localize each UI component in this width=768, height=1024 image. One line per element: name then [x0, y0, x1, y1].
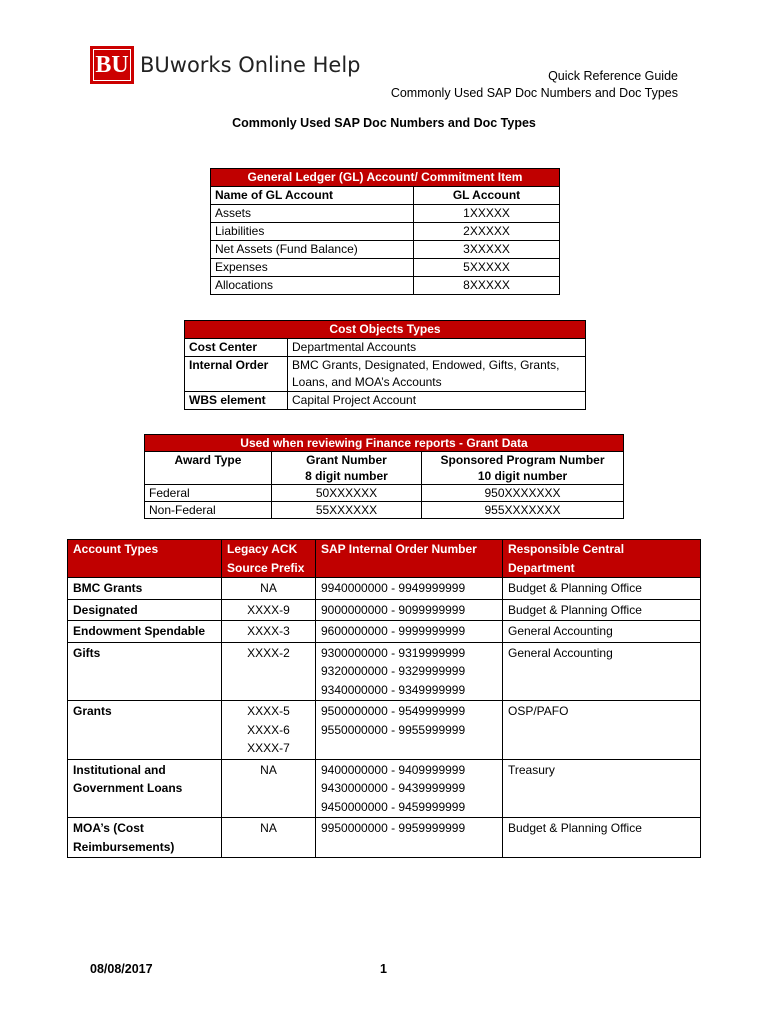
doc-title: Commonly Used SAP Doc Numbers and Doc Types	[232, 116, 536, 130]
responsible-department: Treasury	[503, 759, 701, 818]
gl-account-number: 3XXXXX	[414, 241, 560, 259]
internal-order-range-line: 9320000000 - 9329999999	[321, 664, 466, 678]
table-row	[211, 223, 560, 241]
internal-order-range	[316, 578, 503, 600]
internal-order-range	[316, 621, 503, 643]
account-types-header-c4	[503, 540, 701, 578]
account-types-table	[67, 539, 701, 858]
internal-order-range	[316, 759, 503, 818]
internal-order-range-line: 9600000000 - 9999999999	[321, 624, 466, 638]
cost-object-description-line: BMC Grants, Designated, Endowed, Gifts, Grants,	[292, 358, 560, 372]
account-type	[68, 701, 222, 760]
legacy-prefix-line: XXXX-6	[247, 722, 290, 737]
header-guide	[391, 68, 678, 102]
legacy-prefix-line: NA	[260, 762, 277, 777]
table-row	[145, 502, 624, 519]
cost-object-description	[288, 392, 586, 410]
table-row	[145, 485, 624, 502]
sponsored-number-header-line2: 10 digit number	[477, 469, 568, 483]
responsible-department: OSP/PAFO	[503, 701, 701, 760]
account-type	[68, 818, 222, 858]
account-type-line: Designated	[73, 602, 138, 617]
responsible-department: General Accounting	[503, 642, 701, 701]
internal-order-range-line: 9300000000 - 9319999999	[321, 645, 466, 660]
account-type	[68, 642, 222, 701]
gl-col-name-header: Name of GL Account	[211, 187, 414, 205]
legacy-prefix-line: XXXX-3	[247, 624, 290, 638]
sponsored-number-header-line1: Sponsored Program Number	[440, 453, 605, 467]
sponsored-number-header	[422, 452, 624, 485]
grant-data-body	[145, 485, 624, 519]
grant-number-header-line2: 8 digit number	[305, 469, 388, 483]
bu-logo-mark: BU	[90, 46, 134, 84]
grant-number-header	[272, 452, 422, 485]
account-types-header-c1	[68, 540, 222, 578]
internal-order-range-line: 9500000000 - 9549999999	[321, 704, 466, 718]
gl-account-number: 1XXXXX	[414, 205, 560, 223]
table-row	[185, 357, 586, 392]
legacy-prefix-line: XXXX-7	[247, 741, 290, 755]
responsible-department: Budget & Planning Office	[503, 599, 701, 621]
legacy-prefix	[222, 621, 316, 643]
account-type	[68, 759, 222, 818]
grant-number-header-line1: Grant Number	[306, 453, 387, 467]
cost-object-type: Cost Center	[185, 339, 288, 357]
legacy-prefix-line: XXXX-5	[247, 704, 290, 718]
account-type-line: Institutional and	[73, 762, 166, 777]
gl-table-body	[211, 205, 560, 295]
award-type: Federal	[145, 485, 272, 502]
bu-logo	[90, 46, 361, 84]
table-row	[68, 701, 701, 760]
internal-order-range	[316, 818, 503, 858]
grant-number: 55XXXXXX	[272, 502, 422, 519]
account-type	[68, 578, 222, 600]
legacy-prefix	[222, 759, 316, 818]
internal-order-range	[316, 599, 503, 621]
account-type-line: Grants	[73, 704, 112, 718]
account-type-line: Endowment Spendable	[73, 624, 206, 638]
account-type-line: Reimbursements)	[73, 839, 175, 854]
account-types-header-c4-line: Responsible Central	[508, 542, 625, 556]
guide-line-2: Commonly Used SAP Doc Numbers and Doc Types	[390, 86, 678, 100]
cost-object-description	[288, 357, 586, 392]
internal-order-range-line: 9430000000 - 9439999999	[321, 781, 466, 795]
gl-account-name: Assets	[211, 205, 414, 223]
legacy-prefix-line: NA	[260, 821, 277, 835]
account-types-body	[68, 578, 701, 858]
internal-order-range-line: 9550000000 - 9955999999	[321, 722, 466, 737]
page-number: 1	[380, 962, 387, 976]
footer-date: 08/08/2017	[90, 962, 153, 976]
gl-account-name: Allocations	[211, 277, 414, 295]
cost-object-type: WBS element	[185, 392, 288, 410]
internal-order-range-line: 9950000000 - 9959999999	[321, 821, 466, 835]
grant-data-table	[144, 434, 624, 519]
legacy-prefix	[222, 578, 316, 600]
internal-order-range-line: 9940000000 - 9949999999	[321, 581, 466, 595]
account-type	[68, 599, 222, 621]
gl-col-account-header: GL Account	[414, 187, 560, 205]
table-row	[185, 339, 586, 357]
table-row	[68, 759, 701, 818]
gl-account-number: 8XXXXX	[414, 277, 560, 295]
cost-objects-body	[185, 339, 586, 410]
table-row	[185, 392, 586, 410]
sponsored-number: 950XXXXXXX	[422, 485, 624, 502]
internal-order-range-line: 9340000000 - 9349999999	[321, 682, 466, 697]
account-type-line: MOA’s (Cost	[73, 821, 144, 835]
internal-order-range-line: 9000000000 - 9099999999	[321, 602, 466, 617]
account-types-header-c2-line: Legacy ACK	[227, 542, 298, 556]
table-row	[211, 277, 560, 295]
legacy-prefix-line: XXXX-2	[247, 645, 290, 660]
legacy-prefix-line: XXXX-9	[247, 602, 290, 617]
cost-object-description-line: Loans, and MOA’s Accounts	[292, 375, 442, 389]
account-type-line: BMC Grants	[73, 581, 143, 595]
account-types-header-c2	[222, 540, 316, 578]
legacy-prefix	[222, 701, 316, 760]
internal-order-range-line: 9450000000 - 9459999999	[321, 799, 466, 814]
guide-line-1: Quick Reference Guide	[548, 69, 678, 83]
table-row	[211, 205, 560, 223]
cost-objects-table	[184, 320, 586, 410]
cost-object-type: Internal Order	[185, 357, 288, 392]
internal-order-range	[316, 701, 503, 760]
account-types-header-c2-line: Source Prefix	[227, 560, 305, 575]
account-types-header-c3-line: SAP Internal Order Number	[321, 542, 477, 556]
account-types-header-c4-line: Department	[508, 560, 575, 575]
gl-account-name: Net Assets (Fund Balance)	[211, 241, 414, 259]
internal-order-range-line: 9400000000 - 9409999999	[321, 762, 466, 777]
gl-account-name: Liabilities	[211, 223, 414, 241]
table-row	[68, 599, 701, 621]
account-types-header-row	[68, 540, 701, 578]
award-type-header: Award Type	[145, 452, 272, 485]
account-types-header-c1-line: Account Types	[73, 542, 159, 556]
sponsored-number: 955XXXXXXX	[422, 502, 624, 519]
responsible-department: Budget & Planning Office	[503, 578, 701, 600]
table-row	[68, 642, 701, 701]
grant-number: 50XXXXXX	[272, 485, 422, 502]
cost-objects-title: Cost Objects Types	[185, 321, 586, 339]
gl-account-number: 5XXXXX	[414, 259, 560, 277]
logo-text: BUworks Online Help	[140, 53, 361, 77]
account-type-line: Gifts	[73, 645, 101, 660]
legacy-prefix	[222, 642, 316, 701]
internal-order-range	[316, 642, 503, 701]
gl-table-title: General Ledger (GL) Account/ Commitment Item	[211, 169, 560, 187]
responsible-department: General Accounting	[503, 621, 701, 643]
legacy-prefix-line: NA	[260, 581, 277, 595]
cost-object-description-line: Capital Project Account	[292, 393, 417, 407]
legacy-prefix	[222, 599, 316, 621]
table-row	[68, 578, 701, 600]
award-type: Non-Federal	[145, 502, 272, 519]
table-row	[211, 259, 560, 277]
gl-account-name: Expenses	[211, 259, 414, 277]
account-types-header-c3	[316, 540, 503, 578]
legacy-prefix	[222, 818, 316, 858]
gl-account-number: 2XXXXX	[414, 223, 560, 241]
account-type-line: Government Loans	[73, 781, 183, 795]
grant-data-title: Used when reviewing Finance reports - Grant Data	[145, 435, 624, 452]
cost-object-description	[288, 339, 586, 357]
table-row	[211, 241, 560, 259]
table-row	[68, 621, 701, 643]
responsible-department: Budget & Planning Office	[503, 818, 701, 858]
cost-object-description-line: Departmental Accounts	[292, 340, 417, 354]
account-type	[68, 621, 222, 643]
table-row	[68, 818, 701, 858]
gl-account-table	[210, 168, 560, 295]
